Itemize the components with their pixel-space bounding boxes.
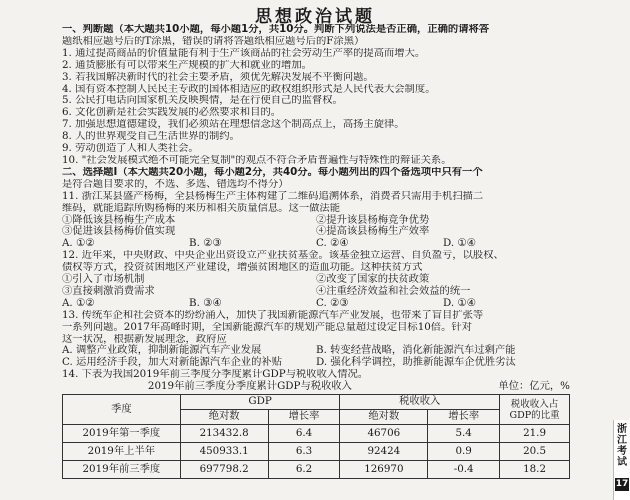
q12-option-2: ②改变了国家的扶贫政策 (316, 273, 430, 286)
table-header-tax: 税收收入 (340, 395, 500, 410)
section2-header-line1: 二、选择题Ⅰ（本大题共20小题，每小题2分，共40分。每小题列出的四个备选项中只有一个 (62, 166, 483, 178)
page-title: 思想政治试题 (255, 7, 375, 27)
row-gdp-abs: 213432.8 (180, 425, 268, 443)
q11-option-1: ①降低该县杨梅生产成本 (62, 213, 176, 226)
side-tab (613, 420, 630, 500)
q12-choice-c: C. ②③ (316, 296, 349, 309)
q12-choice-a: A. ①② (62, 296, 95, 309)
row-gdp-growth: 6.4 (268, 425, 340, 443)
q12-option-4: ④注重经济效益和社会效益的统一 (316, 284, 471, 297)
row-tax-growth: 0.9 (428, 443, 500, 461)
q11-choice-a: A. ①② (62, 237, 95, 250)
side-tab-label: 浙江考试 (617, 424, 627, 468)
q11-stem-line1: 11. 浙江某县盛产杨梅，全县杨梅生产主体构建了二维码追溯体系，消费者只需用手机扫描二 (62, 190, 484, 202)
row-ratio: 21.9 (500, 425, 570, 443)
table-row (63, 425, 570, 443)
q13-options-row2 (62, 357, 570, 369)
row-tax-abs: 46706 (340, 425, 428, 443)
judgment-item-5: 5. 公民打电话向国家机关反映舆情，是在行使自己的监督权。 (62, 95, 343, 107)
row-ratio: 20.5 (500, 443, 570, 461)
judgment-item-8: 8. 人的世界观受自己生活世界的制约。 (62, 131, 240, 143)
q14-table-unit: 单位：亿元，% (498, 380, 570, 393)
row-gdp-growth: 6.2 (268, 461, 340, 479)
exam-content (62, 24, 570, 479)
judgment-item-3: 3. 若我国解决新时代的社会主要矛盾，须优先解决发展不平衡问题。 (62, 71, 374, 83)
row-tax-growth: 5.4 (428, 425, 500, 443)
row-quarter: 2019年第一季度 (63, 425, 181, 443)
row-ratio: 18.2 (500, 461, 570, 479)
judgment-item-2: 2. 通货膨胀有可以带来生产规模的扩大和就业的增加。 (62, 59, 312, 71)
row-quarter: 2019年上半年 (63, 443, 181, 461)
judgment-item-9: 9. 劳动创造了人和人类社会。 (62, 143, 199, 155)
judgment-item-7: 7. 加强思想道德建设，我们必须站在理想信念这个制高点上，高扬主旋律。 (62, 119, 405, 131)
q12-option-1: ①引入了市场机制 (62, 273, 145, 286)
table-row (63, 461, 570, 479)
section1-header-line2: 题纸相应题号后的T涂黑，错误的请将答题纸相应题号后的F涂黑） (62, 35, 365, 47)
q14-table-caption-row (62, 381, 570, 393)
page-number: 17 (615, 479, 629, 489)
q11-option-4: ④提高该县杨梅生产效率 (316, 225, 430, 238)
q11-option-3: ③促进该县杨梅价值实现 (62, 225, 176, 238)
table-subheader-gdp-abs: 绝对数 (180, 410, 268, 425)
q13-stem-line1: 13. 传统车企和社会资本的纷纷涌入，加快了我国新能源汽车产业发展，也带来了盲目扩张等 (62, 309, 484, 321)
q12-choices (62, 298, 570, 310)
q13-stem-line2: 一系列问题。2017年高峰时期，全国新能源汽车的规划产能总量超过设定目标10倍。针对 (62, 321, 472, 333)
section2-header-line2: 是符合题目要求的，不选、多选、错选均不得分） (62, 178, 289, 190)
q14-stem: 14. 下表为我国2019年前三季度分季度累计GDP与税收收入情况。 (62, 369, 369, 381)
q13-option-a: A. 调整产业政策，抑制新能源汽车产业发展 (62, 344, 262, 357)
row-quarter: 2019年前三季度 (63, 461, 181, 479)
q13-option-b: B. 转变经营战略，消化新能源汽车过剩产能 (316, 344, 516, 357)
q11-stem-line2: 维码，就能追踪所购杨梅的来历和相关质量信息。这一做法能 (62, 202, 341, 214)
row-gdp-growth: 6.3 (268, 443, 340, 461)
q11-choice-b: B. ②③ (189, 237, 222, 250)
judgment-item-6: 6. 文化创新是社会实践发展的必然要求和目的。 (62, 107, 282, 119)
q12-choice-b: B. ③④ (189, 296, 222, 309)
q11-option-2: ②提升该县杨梅竞争优势 (316, 213, 430, 226)
row-gdp-abs: 450933.1 (180, 443, 268, 461)
q11-choices (62, 238, 570, 250)
q12-option-3: ③直接刺激消费需求 (62, 284, 155, 297)
q12-stem-line1: 12. 近年来，中央财政、中央企业出资设立产业扶贫基金。该基金独立运营、自负盈亏，以股权、 (62, 250, 504, 262)
table-header-gdp: GDP (180, 395, 340, 410)
q12-choice-d: D. ①④ (443, 296, 476, 309)
q11-choice-d: D. ①④ (443, 237, 476, 250)
table-subheader-tax-growth: 增长率 (428, 410, 500, 425)
q11-choice-c: C. ②④ (316, 237, 349, 250)
q12-stem-line2: 债权等方式，投资贫困地区产业建设，增强贫困地区的造血功能。这种扶贫方式 (62, 262, 423, 274)
table-header-quarter: 季度 (63, 395, 181, 425)
judgment-item-1: 1. 通过提高商品的价值量能有利于生产该商品的社会劳动生产率的提高而增大。 (62, 47, 426, 59)
table-subheader-tax-abs: 绝对数 (340, 410, 428, 425)
row-tax-abs: 92424 (340, 443, 428, 461)
row-tax-abs: 126970 (340, 461, 428, 479)
table-header-ratio: 税收收入占GDP的比重 (500, 395, 570, 425)
judgment-item-10: 10. "社会发展模式绝不可能完全复制"的观点不符合矛盾普遍性与特殊性的辩证关系。 (62, 154, 452, 166)
q13-option-d: D. 强化科学调控，助推新能源车企优胜劣汰 (316, 356, 516, 369)
gdp-tax-table (62, 394, 570, 479)
row-gdp-abs: 697798.2 (180, 461, 268, 479)
judgment-item-4: 4. 国有资本控制人民民主专政的国体相适应的政权组织形式是人民代表大会制度。 (62, 83, 436, 95)
table-subheader-gdp-growth: 增长率 (268, 410, 340, 425)
q13-stem-line3: 这一状况，根据新发展理念，政府应 (62, 333, 227, 345)
q13-option-c: C. 运用经济手段，加大对新能源汽车企业的补贴 (62, 356, 282, 369)
section1-header-line1: 一、判断题（本大题共10小题，每小题1分，共10分。判断下列说法是否正确，正确的请将答 (62, 24, 490, 35)
q14-table-caption: 2019年前三季度分季度累计GDP与税收收入 (147, 380, 352, 393)
row-tax-growth: -0.4 (428, 461, 500, 479)
table-row (63, 443, 570, 461)
